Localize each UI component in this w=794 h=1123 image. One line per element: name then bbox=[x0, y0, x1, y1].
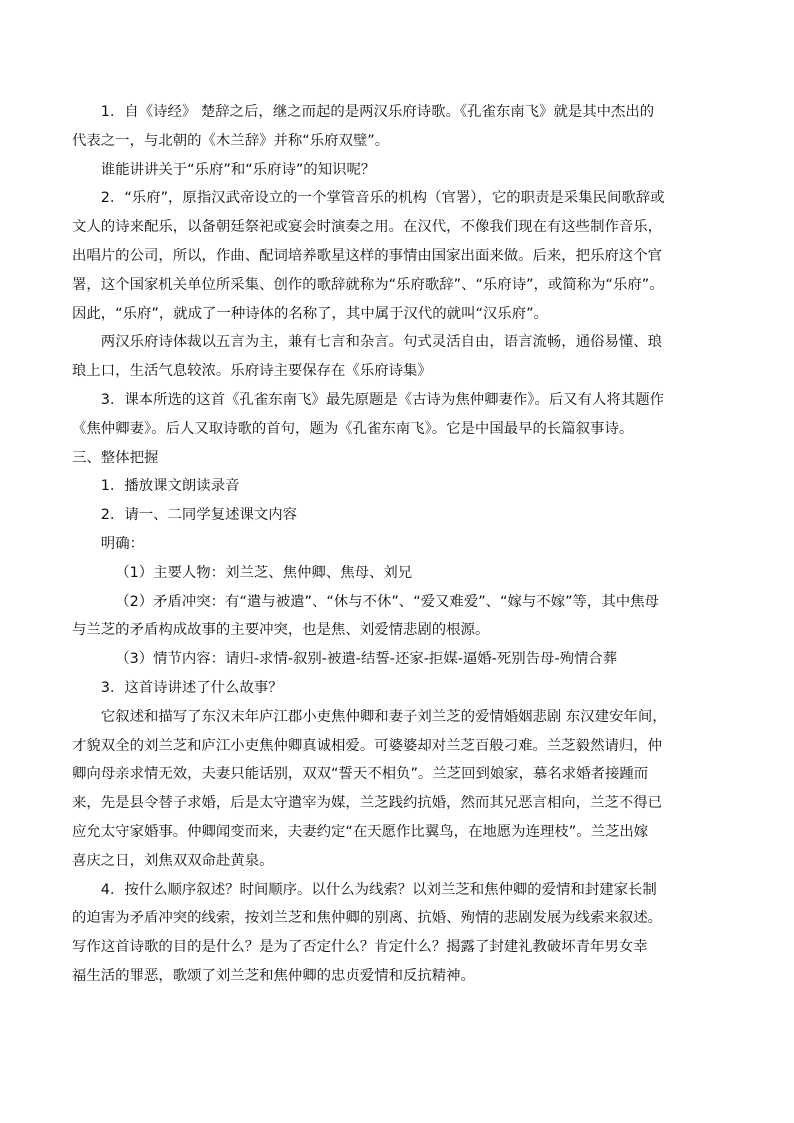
story-line-5: 应允太守家婚事。仲卿闻变而来，夫妻约定“在天愿作比翼鸟，在地愿为连理枝”。兰芝出嫁 bbox=[72, 823, 649, 840]
story-line-6: 喜庆之日，刘焦双双命赴黄泉。 bbox=[72, 852, 274, 869]
paragraph-1-line-1: 1．自《诗经》 楚辞之后，继之而起的是两汉乐府诗歌。《孔雀东南飞》就是其中杰出的 bbox=[100, 104, 655, 120]
paragraph-2-line-4: 署，这个国家机关单位所采集、创作的歌辞就称为“乐府歌辞”、“乐府诗”，或简称为“乐府”。 bbox=[72, 276, 664, 293]
story-line-4: 来，先是县令替子求婚，后是太守遣宰为媒，兰芝践约抗婚，然而其兄恶言相向，兰芝不得已 bbox=[72, 795, 663, 812]
step-4-line-2: 的迫害为矛盾冲突的线索，按刘兰芝和焦仲卿的别离、抗婚、殉情的悲剧发展为线索来叙述。 bbox=[72, 910, 663, 927]
step-4-line-4: 福生活的罪恶，歌颂了刘兰芝和焦仲卿的忠贞爱情和反抗精神。 bbox=[72, 967, 475, 984]
paragraph-3-line-2: 琅上口，生活气息较浓。乐府诗主要保存在《乐府诗集》 bbox=[72, 363, 432, 380]
story-line-1: 它叙述和描写了东汉末年庐江郡小吏焦仲卿和妻子刘兰芝的爱情婚姻悲剧 东汉建安年间， bbox=[100, 708, 667, 725]
step-4-line-3: 写作这首诗歌的目的是什么？是为了否定什么？肯定什么？揭露了封建礼教破坏青年男女幸 bbox=[72, 939, 648, 956]
step-3: 3．这首诗讲述了什么故事？ bbox=[100, 679, 283, 696]
paragraph-3-line-1: 两汉乐府诗体裁以五言为主，兼有七言和杂言。句式灵活自由，语言流畅，通俗易懂、琅 bbox=[100, 334, 663, 351]
clarify-label: 明确： bbox=[100, 535, 144, 552]
paragraph-2-line-1: 2．“乐府”，原指汉武帝设立的一个掌管音乐的机构（官署），它的职责是采集民间歌辞或 bbox=[100, 190, 665, 207]
question-line: 谁能讲讲关于“乐府”和“乐府诗”的知识呢？ bbox=[100, 161, 376, 178]
paragraph-2-line-3: 出唱片的公司，所以，作曲、配词培养歌星这样的事情由国家出面来做。后来，把乐府这个官 bbox=[72, 247, 663, 264]
paragraph-4-line-2: 《焦仲卿妻》。后人又取诗歌的首句，题为《孔雀东南飞》。它是中国最早的长篇叙事诗。 bbox=[72, 420, 634, 437]
paragraph-2-line-2: 文人的诗来配乐，以备朝廷祭祀或宴会时演奏之用。在汉代，不像我们现在有这些制作音乐， bbox=[72, 219, 663, 236]
document-page bbox=[72, 98, 727, 991]
item-2-line-2: 与兰芝的矛盾构成故事的主要冲突，也是焦、刘爱情悲剧的根源。 bbox=[72, 622, 490, 639]
step-2: 2．请一、二同学复述课文内容 bbox=[100, 507, 298, 524]
paragraph-1-line-2: 代表之一，与北朝的《木兰辞》并称“乐府双璧”。 bbox=[72, 132, 390, 149]
paragraph-4-line-1: 3．课本所选的这首《孔雀东南飞》最先原题是《古诗为焦仲卿妻作》。后又有人将其题作 bbox=[100, 391, 664, 408]
section-heading: 三、整体把握 bbox=[72, 449, 159, 466]
paragraph-2-line-5: 因此，“乐府”，就成了一种诗体的名称了，其中属于汉代的就叫“汉乐府”。 bbox=[72, 305, 548, 322]
item-3: （3）情节内容：请归-求情-叙别-被遣-结誓-还家-拒媒-逼婚-死别告母-殉情合葬 bbox=[115, 651, 618, 668]
item-2-line-1: （2）矛盾冲突：有“遣与被遣”、“休与不休”、“爱又难爱”、“嫁与不嫁”等，其中焦母 bbox=[115, 593, 659, 610]
step-1: 1．播放课文朗读录音 bbox=[100, 478, 240, 495]
story-line-3: 卿向母亲求情无效，夫妻只能话别，双双“誓天不相负”。兰芝回到娘家，慕名求婚者接踵而 bbox=[72, 766, 649, 783]
story-line-2: 才貌双全的刘兰芝和庐江小吏焦仲卿真诚相爱。可婆婆却对兰芝百般刁难。兰芝毅然请归，仲 bbox=[72, 737, 663, 754]
item-1: （1）主要人物：刘兰芝、焦仲卿、焦母、刘兄 bbox=[115, 564, 413, 581]
step-4-line-1: 4．按什么顺序叙述？时间顺序。以什么为线索？以刘兰芝和焦仲卿的爱情和封建家长制 bbox=[100, 881, 657, 898]
